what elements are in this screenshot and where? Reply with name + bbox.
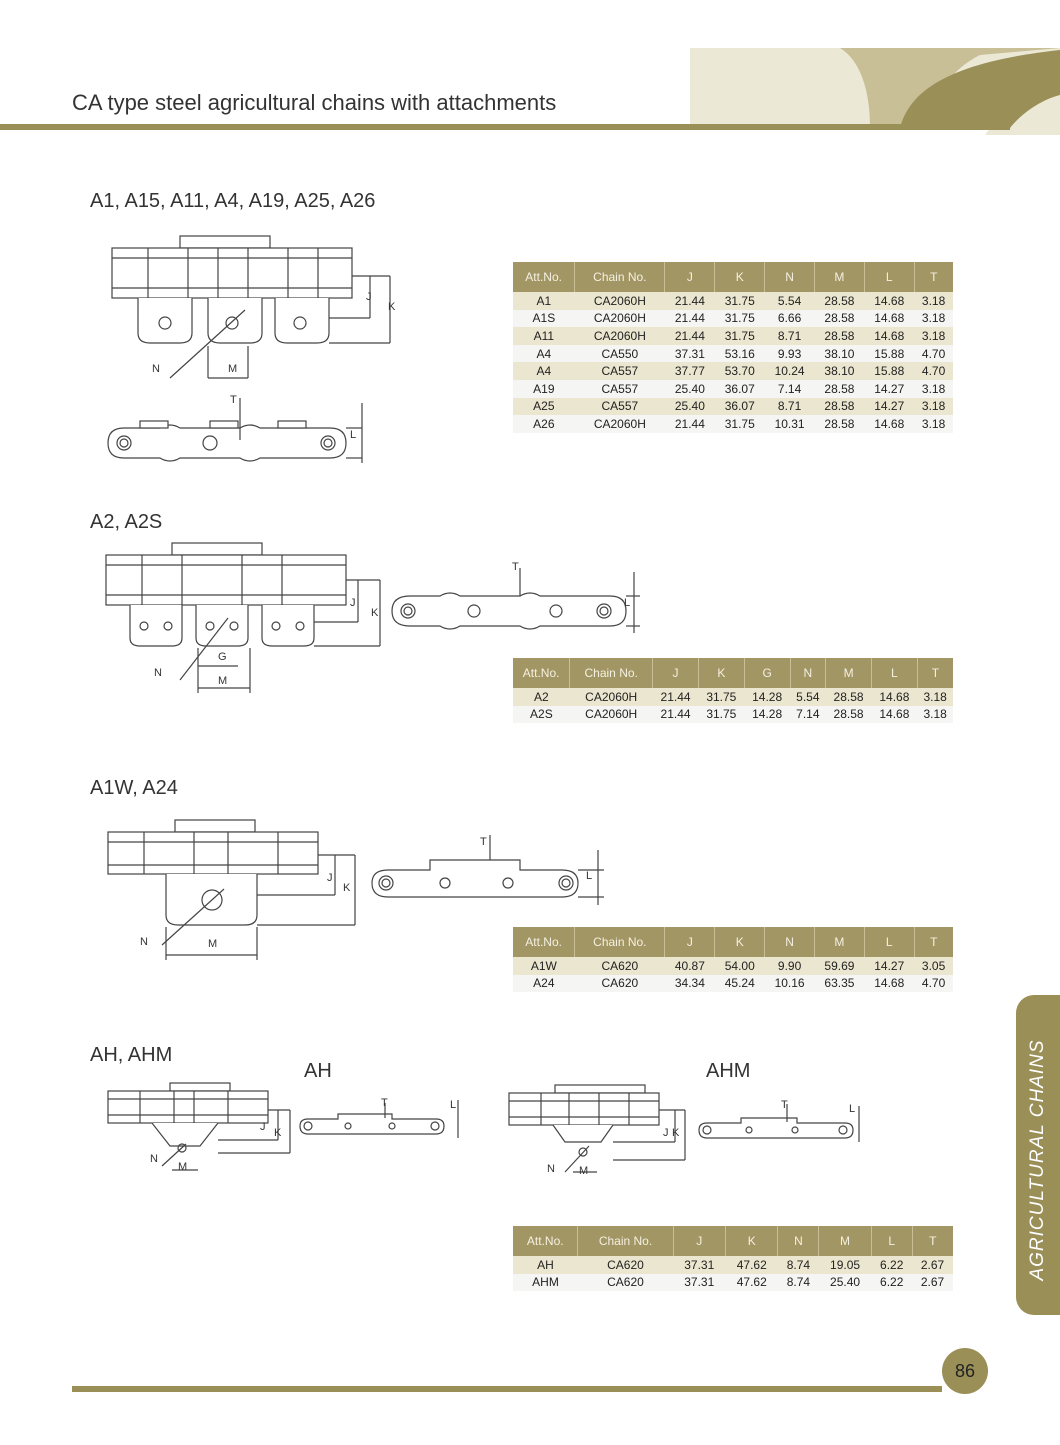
table-header-cell: K [698, 658, 744, 688]
table-cell: CA557 [575, 362, 665, 380]
subtitle-ah: AH [304, 1060, 332, 1082]
table-cell: 3.18 [917, 688, 953, 706]
table-cell: 21.44 [665, 292, 715, 310]
dim-label-k: K [343, 882, 351, 894]
table-cell: 59.69 [815, 957, 865, 975]
spec-table-a2 [513, 658, 953, 723]
table-cell: 14.68 [864, 415, 914, 433]
table-cell: 3.18 [914, 292, 953, 310]
spec-table-a1w [513, 927, 953, 992]
diagram-ahm [505, 1080, 875, 1195]
table-cell: 28.58 [826, 688, 872, 706]
table-cell: 38.10 [815, 362, 865, 380]
table-cell: 10.16 [765, 975, 815, 993]
table-cell: 9.90 [765, 957, 815, 975]
table-cell: 2.67 [912, 1274, 953, 1292]
table-header-cell: J [673, 1226, 725, 1256]
table-cell: A2 [513, 688, 570, 706]
table-cell: 28.58 [815, 327, 865, 345]
table-cell: A4 [513, 345, 575, 363]
table-cell: 14.68 [864, 310, 914, 328]
table-cell: 31.75 [698, 706, 744, 724]
table-row [513, 345, 953, 363]
table-cell: 21.44 [665, 310, 715, 328]
table-header-cell: L [871, 1226, 912, 1256]
table-cell: 40.87 [665, 957, 715, 975]
table-row [513, 327, 953, 345]
table-cell: 6.22 [871, 1256, 912, 1274]
dim-label-j: J [327, 872, 333, 884]
table-row [513, 975, 953, 993]
dim-label-k: K [672, 1127, 680, 1139]
table-cell: 9.93 [765, 345, 815, 363]
table-cell: 37.31 [673, 1274, 725, 1292]
dim-label-m: M [579, 1165, 589, 1177]
table-header-cell: T [914, 262, 953, 292]
table-cell: A11 [513, 327, 575, 345]
dim-label-t: T [230, 394, 237, 406]
table-cell: A24 [513, 975, 575, 993]
dim-label-n: N [154, 667, 162, 679]
dim-label-k: K [388, 301, 396, 313]
table-cell: 53.70 [715, 362, 765, 380]
table-header-cell: G [744, 658, 790, 688]
table-cell: 28.58 [815, 398, 865, 416]
table-cell: 4.70 [914, 975, 953, 993]
table-cell: 6.66 [765, 310, 815, 328]
table-cell: 47.62 [726, 1256, 778, 1274]
table-row [513, 362, 953, 380]
table-header-cell: N [790, 658, 826, 688]
table-header-cell: N [765, 262, 815, 292]
table-cell: 3.18 [914, 398, 953, 416]
table-cell: 3.18 [914, 327, 953, 345]
table-header-cell: M [819, 1226, 871, 1256]
table-cell: CA2060H [575, 327, 665, 345]
table-header-cell: M [815, 927, 865, 957]
table-cell: 14.27 [864, 380, 914, 398]
table-row [513, 415, 953, 433]
table-cell: CA2060H [575, 415, 665, 433]
table-row [513, 380, 953, 398]
table-cell: 15.88 [864, 362, 914, 380]
dim-label-j: J [260, 1121, 266, 1133]
table-cell: 14.28 [744, 706, 790, 724]
table-cell: A1S [513, 310, 575, 328]
table-cell: 36.07 [715, 398, 765, 416]
table-cell: 28.58 [815, 310, 865, 328]
table-header-cell: Chain No. [578, 1226, 673, 1256]
subtitle-ahm: AHM [706, 1060, 751, 1082]
side-tab-label: AGRICULTURAL CHAINS [1027, 1039, 1048, 1281]
table-cell: 14.68 [864, 975, 914, 993]
table-cell: A19 [513, 380, 575, 398]
table-cell: CA2060H [570, 688, 653, 706]
table-cell: 25.40 [665, 398, 715, 416]
table-cell: 3.18 [914, 380, 953, 398]
table-header-cell: T [914, 927, 953, 957]
table-header-cell: Att.No. [513, 927, 575, 957]
table-cell: 6.22 [871, 1274, 912, 1292]
table-cell: 31.75 [715, 310, 765, 328]
table-cell: 15.88 [864, 345, 914, 363]
table-cell: 54.00 [715, 957, 765, 975]
section-title-ah: AH, AHM [90, 1044, 173, 1066]
table-cell: 14.27 [864, 398, 914, 416]
table-cell: 8.71 [765, 398, 815, 416]
table-cell: 5.54 [765, 292, 815, 310]
table-row [513, 292, 953, 310]
page-number: 86 [942, 1348, 988, 1394]
dim-label-j: J [663, 1127, 669, 1139]
table-header-cell: Att.No. [513, 262, 575, 292]
table-row [513, 957, 953, 975]
dim-label-n: N [547, 1163, 555, 1175]
table-cell: 37.31 [673, 1256, 725, 1274]
table-header-cell: T [912, 1226, 953, 1256]
table-cell: 28.58 [815, 292, 865, 310]
table-cell: 38.10 [815, 345, 865, 363]
table-cell: 5.54 [790, 688, 826, 706]
table-cell: CA620 [575, 975, 665, 993]
dim-label-l: L [624, 597, 631, 609]
table-cell: 14.68 [871, 688, 917, 706]
table-header-cell: L [864, 262, 914, 292]
table-cell: 3.18 [917, 706, 953, 724]
table-cell: CA2060H [570, 706, 653, 724]
table-cell: CA557 [575, 398, 665, 416]
table-cell: 4.70 [914, 345, 953, 363]
table-cell: CA620 [575, 957, 665, 975]
section-title-a2: A2, A2S [90, 511, 163, 533]
table-cell: 45.24 [715, 975, 765, 993]
table-cell: 3.18 [914, 310, 953, 328]
table-cell: 25.40 [819, 1274, 871, 1292]
table-cell: AHM [513, 1274, 578, 1292]
table-row [513, 310, 953, 328]
table-cell: 4.70 [914, 362, 953, 380]
table-cell: 28.58 [815, 415, 865, 433]
table-cell: 14.28 [744, 688, 790, 706]
table-cell: 36.07 [715, 380, 765, 398]
table-header-cell: M [826, 658, 872, 688]
dim-label-t: T [381, 1097, 388, 1109]
table-cell: 7.14 [790, 706, 826, 724]
table-row [513, 398, 953, 416]
dim-label-t: T [781, 1099, 788, 1111]
dim-label-j: J [350, 597, 356, 609]
dim-label-m: M [208, 938, 218, 950]
table-cell: 31.75 [698, 688, 744, 706]
section-title-a1w: A1W, A24 [90, 777, 178, 799]
table-cell: 31.75 [715, 292, 765, 310]
dim-label-k: K [371, 607, 379, 619]
table-row [513, 1274, 953, 1292]
title-rule [0, 124, 1010, 130]
table-header-cell: L [871, 658, 917, 688]
table-cell: A25 [513, 398, 575, 416]
table-cell: 21.44 [665, 327, 715, 345]
table-cell: 3.18 [914, 415, 953, 433]
footer-rule [72, 1386, 942, 1392]
table-cell: CA2060H [575, 310, 665, 328]
table-cell: A4 [513, 362, 575, 380]
table-cell: 28.58 [826, 706, 872, 724]
table-header-cell: Att.No. [513, 658, 570, 688]
table-cell: 53.16 [715, 345, 765, 363]
table-row [513, 706, 953, 724]
diagram-ah [100, 1078, 480, 1188]
table-row [513, 688, 953, 706]
table-cell: A1W [513, 957, 575, 975]
table-cell: CA620 [578, 1274, 673, 1292]
spec-table-ah [513, 1226, 953, 1291]
table-cell: 8.74 [778, 1274, 819, 1292]
table-cell: 21.44 [653, 706, 699, 724]
dim-label-t: T [480, 836, 487, 848]
dim-label-l: L [350, 429, 357, 441]
table-cell: A26 [513, 415, 575, 433]
table-cell: CA557 [575, 380, 665, 398]
table-header-cell: J [665, 262, 715, 292]
table-cell: 63.35 [815, 975, 865, 993]
dim-label-g: G [218, 651, 227, 663]
table-header-cell: Att.No. [513, 1226, 578, 1256]
diagram-a1-group [100, 228, 400, 473]
table-header-cell: Chain No. [575, 262, 665, 292]
table-cell: 19.05 [819, 1256, 871, 1274]
table-cell: 21.44 [653, 688, 699, 706]
table-cell: 47.62 [726, 1274, 778, 1292]
table-cell: CA620 [578, 1256, 673, 1274]
table-header-cell: K [726, 1226, 778, 1256]
dim-label-j: J [366, 291, 372, 303]
dim-label-m: M [228, 363, 238, 375]
dim-label-k: K [274, 1127, 282, 1139]
table-cell: 37.31 [665, 345, 715, 363]
table-cell: 21.44 [665, 415, 715, 433]
table-header-cell: K [715, 262, 765, 292]
dim-label-l: L [849, 1103, 856, 1115]
table-cell: 2.67 [912, 1256, 953, 1274]
table-cell: 8.74 [778, 1256, 819, 1274]
table-header-cell: T [917, 658, 953, 688]
table-cell: 28.58 [815, 380, 865, 398]
dim-label-l: L [586, 870, 593, 882]
table-header-cell: K [715, 927, 765, 957]
dim-label-m: M [218, 675, 228, 687]
section-title-a1: A1, A15, A11, A4, A19, A25, A26 [90, 190, 376, 212]
table-header-cell: J [653, 658, 699, 688]
table-header-cell: J [665, 927, 715, 957]
spec-table-a1 [513, 262, 953, 433]
table-cell: 14.68 [871, 706, 917, 724]
table-cell: 7.14 [765, 380, 815, 398]
table-cell: 37.77 [665, 362, 715, 380]
table-header-cell: Chain No. [575, 927, 665, 957]
table-cell: CA550 [575, 345, 665, 363]
table-cell: 25.40 [665, 380, 715, 398]
table-cell: A1 [513, 292, 575, 310]
table-cell: 14.27 [864, 957, 914, 975]
table-cell: 10.24 [765, 362, 815, 380]
dim-label-n: N [152, 363, 160, 375]
table-cell: 31.75 [715, 327, 765, 345]
table-cell: 31.75 [715, 415, 765, 433]
table-cell: 14.68 [864, 292, 914, 310]
table-header-cell: M [815, 262, 865, 292]
table-cell: AH [513, 1256, 578, 1274]
dim-label-n: N [140, 936, 148, 948]
table-cell: CA2060H [575, 292, 665, 310]
table-header-cell: N [765, 927, 815, 957]
table-cell: A2S [513, 706, 570, 724]
dim-label-m: M [178, 1161, 188, 1173]
table-row [513, 1256, 953, 1274]
table-cell: 14.68 [864, 327, 914, 345]
table-header-cell: N [778, 1226, 819, 1256]
table-header-cell: Chain No. [570, 658, 653, 688]
table-header-cell: L [864, 927, 914, 957]
table-cell: 34.34 [665, 975, 715, 993]
dim-label-l: L [450, 1099, 457, 1111]
dim-label-t: T [512, 561, 519, 573]
dim-label-n: N [150, 1153, 158, 1165]
table-cell: 10.31 [765, 415, 815, 433]
table-cell: 3.05 [914, 957, 953, 975]
page-title: CA type steel agricultural chains with attachments [72, 90, 557, 115]
table-cell: 8.71 [765, 327, 815, 345]
